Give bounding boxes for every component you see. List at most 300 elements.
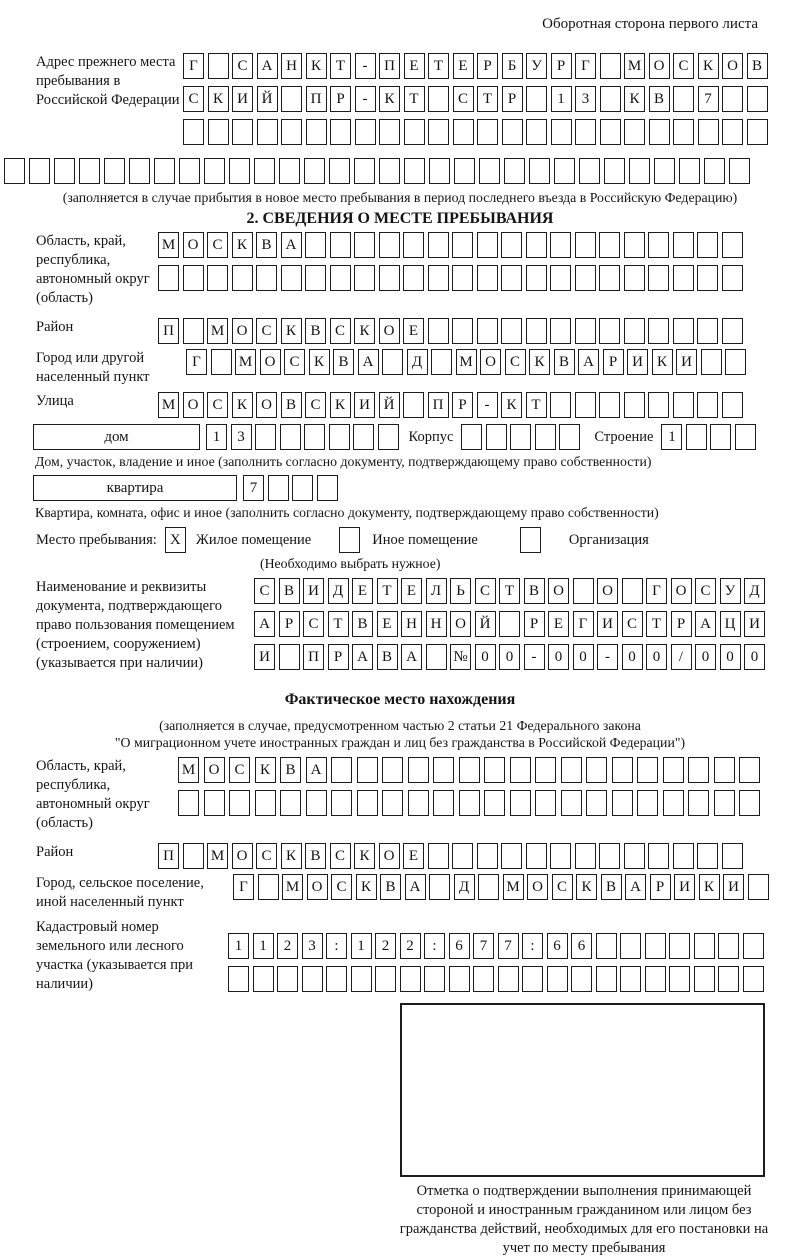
char-cell — [158, 265, 179, 291]
char-cell — [379, 232, 400, 258]
char-cell: - — [355, 53, 376, 79]
char-cell — [599, 843, 620, 869]
char-grid — [233, 874, 769, 900]
char-cell: М — [158, 392, 179, 418]
char-cell — [596, 933, 617, 959]
document-grids — [254, 578, 765, 677]
char-cell: Р — [330, 86, 351, 112]
char-cell: 1 — [253, 933, 274, 959]
option-other-premises-label: Иное помещение — [372, 532, 478, 548]
char-cell — [624, 232, 645, 258]
checkbox-other-premises — [339, 527, 360, 553]
char-cell: А — [578, 349, 599, 375]
char-cell — [673, 86, 694, 112]
char-cell — [211, 349, 232, 375]
char-cell: Д — [454, 874, 475, 900]
field-district — [36, 318, 800, 344]
char-cell — [526, 843, 547, 869]
char-cell: 2 — [375, 933, 396, 959]
char-cell — [535, 424, 556, 450]
char-cell — [379, 265, 400, 291]
char-cell — [526, 265, 547, 291]
char-cell — [629, 158, 650, 184]
char-cell — [722, 318, 743, 344]
char-cell — [624, 392, 645, 418]
char-cell — [648, 392, 669, 418]
char-cell — [624, 265, 645, 291]
char-grid — [228, 966, 764, 992]
char-cell — [477, 119, 498, 145]
char-cell: В — [649, 86, 670, 112]
char-cell — [575, 232, 596, 258]
char-grid — [461, 424, 580, 450]
char-cell — [575, 392, 596, 418]
char-cell: 3 — [302, 933, 323, 959]
char-cell: Г — [575, 53, 596, 79]
char-cell: Е — [404, 53, 425, 79]
char-cell: С — [330, 318, 351, 344]
char-grid — [228, 933, 764, 959]
char-cell: О — [232, 843, 253, 869]
char-grid — [4, 158, 800, 184]
char-cell: К — [699, 874, 720, 900]
char-cell: Т — [377, 578, 398, 604]
char-cell — [739, 757, 760, 783]
house-box-label: дом — [33, 424, 200, 450]
char-cell — [510, 790, 531, 816]
char-cell — [404, 119, 425, 145]
char-cell — [599, 265, 620, 291]
char-cell: О — [307, 874, 328, 900]
char-cell: П — [303, 644, 324, 670]
char-cell — [330, 119, 351, 145]
char-cell: О — [480, 349, 501, 375]
char-cell — [431, 349, 452, 375]
checkbox-organization — [520, 527, 541, 553]
char-cell: С — [256, 843, 277, 869]
char-cell: А — [405, 874, 426, 900]
char-cell: И — [744, 611, 765, 637]
char-cell — [258, 874, 279, 900]
char-cell: С — [207, 232, 228, 258]
char-cell — [281, 119, 302, 145]
actual-location-title: Фактическое место нахождения — [284, 691, 516, 708]
char-cell: С — [232, 53, 253, 79]
char-cell — [129, 158, 150, 184]
char-cell — [722, 119, 743, 145]
char-cell — [697, 843, 718, 869]
char-cell: Ц — [720, 611, 741, 637]
char-cell: Е — [377, 611, 398, 637]
char-cell: Н — [281, 53, 302, 79]
char-cell: 0 — [622, 644, 643, 670]
char-cell — [575, 318, 596, 344]
char-cell: 6 — [449, 933, 470, 959]
char-cell: П — [379, 53, 400, 79]
char-cell: П — [158, 318, 179, 344]
field-region — [36, 232, 800, 308]
char-cell — [596, 966, 617, 992]
char-cell — [694, 966, 715, 992]
char-cell: У — [720, 578, 741, 604]
char-cell: С — [284, 349, 305, 375]
prev-address-label: Адрес прежнего места пребывания в Российской Федерации — [36, 54, 180, 108]
char-cell — [698, 119, 719, 145]
char-cell: Г — [646, 578, 667, 604]
char-cell — [547, 966, 568, 992]
stay-type-note: (Необходимо выбрать нужное) — [260, 556, 441, 571]
char-cell — [624, 119, 645, 145]
char-cell: Е — [453, 53, 474, 79]
apartment-note: Квартира, комната, офис и иное (заполнить согласно документу, подтверждающему право собственности) — [35, 505, 659, 520]
char-cell — [559, 424, 580, 450]
char-cell: М — [207, 843, 228, 869]
char-cell: И — [254, 644, 275, 670]
char-cell — [208, 53, 229, 79]
char-cell — [550, 392, 571, 418]
char-cell — [535, 790, 556, 816]
char-cell — [329, 424, 350, 450]
char-cell: Й — [379, 392, 400, 418]
char-cell: 0 — [573, 644, 594, 670]
char-cell — [428, 843, 449, 869]
char-cell: - — [355, 86, 376, 112]
char-cell — [697, 392, 718, 418]
char-cell: Е — [352, 578, 373, 604]
char-cell: И — [597, 611, 618, 637]
char-cell — [400, 966, 421, 992]
char-cell — [473, 966, 494, 992]
stay-type-label: Место пребывания: — [36, 532, 157, 548]
char-cell: : — [326, 933, 347, 959]
char-cell — [305, 232, 326, 258]
char-cell — [501, 318, 522, 344]
char-cell — [573, 578, 594, 604]
char-cell — [428, 119, 449, 145]
char-cell: 3 — [231, 424, 252, 450]
char-cell: Й — [257, 86, 278, 112]
char-cell: / — [671, 644, 692, 670]
char-grid — [183, 119, 768, 145]
stamp-caption: Отметка о подтверждении выполнения принимающей стороной и иностранным гражданином или лицом без гражданства действий, необходимых для его постановки на учет по месту пребывания — [399, 1183, 769, 1256]
char-cell: О — [232, 318, 253, 344]
char-cell: В — [352, 611, 373, 637]
char-cell — [722, 843, 743, 869]
char-cell: К — [356, 874, 377, 900]
char-cell: 7 — [498, 933, 519, 959]
char-cell: В — [380, 874, 401, 900]
char-cell — [599, 318, 620, 344]
char-cell: О — [597, 578, 618, 604]
char-cell: О — [256, 392, 277, 418]
char-cell: К — [624, 86, 645, 112]
char-cell — [718, 966, 739, 992]
char-cell — [403, 265, 424, 291]
char-cell: Р — [328, 644, 349, 670]
char-cell — [725, 349, 746, 375]
char-cell: О — [204, 757, 225, 783]
char-cell: Н — [401, 611, 422, 637]
char-cell: Т — [526, 392, 547, 418]
char-cell — [178, 790, 199, 816]
char-cell — [624, 318, 645, 344]
char-cell: А — [254, 611, 275, 637]
char-cell — [637, 757, 658, 783]
char-cell: С — [303, 611, 324, 637]
char-cell — [331, 757, 352, 783]
char-cell — [255, 424, 276, 450]
corner-note: Оборотная сторона первого листа — [542, 16, 758, 32]
char-cell — [428, 86, 449, 112]
char-cell — [453, 119, 474, 145]
char-cell — [575, 843, 596, 869]
char-cell: К — [379, 86, 400, 112]
char-cell: М — [456, 349, 477, 375]
char-cell — [379, 158, 400, 184]
char-cell: 0 — [548, 644, 569, 670]
char-cell — [748, 874, 769, 900]
char-cell: В — [281, 392, 302, 418]
char-cell — [718, 933, 739, 959]
char-cell — [331, 790, 352, 816]
char-grid — [158, 843, 743, 869]
char-cell: О — [527, 874, 548, 900]
char-cell — [375, 966, 396, 992]
char-cell — [305, 265, 326, 291]
char-cell — [697, 232, 718, 258]
char-cell — [256, 265, 277, 291]
char-cell: Д — [328, 578, 349, 604]
char-cell — [645, 966, 666, 992]
char-cell: 1 — [551, 86, 572, 112]
street-label: Улица — [36, 393, 74, 409]
char-cell — [302, 966, 323, 992]
char-cell: О — [671, 578, 692, 604]
option-organization-label: Организация — [568, 532, 649, 548]
char-cell — [207, 265, 228, 291]
char-cell — [459, 790, 480, 816]
char-cell — [551, 119, 572, 145]
char-cell: 7 — [698, 86, 719, 112]
char-cell: С — [453, 86, 474, 112]
char-cell — [477, 265, 498, 291]
char-cell — [599, 232, 620, 258]
house-note: Дом, участок, владение и иное (заполнить согласно документу, подтверждающему право собственности) — [35, 454, 652, 469]
char-cell — [461, 424, 482, 450]
char-cell — [204, 790, 225, 816]
char-cell: В — [280, 757, 301, 783]
char-cell: У — [526, 53, 547, 79]
char-cell — [529, 158, 550, 184]
char-cell — [649, 119, 670, 145]
char-cell — [722, 392, 743, 418]
char-cell — [29, 158, 50, 184]
char-cell — [673, 265, 694, 291]
char-cell — [232, 119, 253, 145]
char-cell: № — [450, 644, 471, 670]
char-cell — [280, 790, 301, 816]
char-cell — [306, 119, 327, 145]
region-grids — [158, 232, 743, 298]
char-cell — [526, 86, 547, 112]
char-cell — [479, 158, 500, 184]
char-cell: : — [522, 933, 543, 959]
char-cell — [673, 392, 694, 418]
char-cell: Р — [650, 874, 671, 900]
char-cell — [747, 86, 768, 112]
char-cell: В — [601, 874, 622, 900]
char-cell — [526, 318, 547, 344]
char-cell — [735, 424, 756, 450]
char-cell — [526, 119, 547, 145]
checkbox-residential: X — [165, 527, 186, 553]
char-cell — [254, 158, 275, 184]
char-cell — [510, 424, 531, 450]
char-cell: Б — [502, 53, 523, 79]
char-cell: Г — [183, 53, 204, 79]
char-grid — [183, 86, 768, 112]
char-cell — [452, 843, 473, 869]
char-cell: Й — [475, 611, 496, 637]
char-cell — [281, 86, 302, 112]
char-cell — [586, 757, 607, 783]
char-cell: К — [232, 392, 253, 418]
char-cell — [620, 933, 641, 959]
char-cell — [686, 424, 707, 450]
char-cell — [403, 232, 424, 258]
char-cell — [714, 757, 735, 783]
prev-address-grids — [183, 53, 768, 152]
char-cell — [353, 424, 374, 450]
char-cell — [622, 578, 643, 604]
field-cadastral — [36, 918, 800, 999]
char-cell — [478, 874, 499, 900]
char-cell — [669, 933, 690, 959]
char-cell: В — [524, 578, 545, 604]
char-cell — [183, 318, 204, 344]
char-cell — [688, 757, 709, 783]
char-grid — [183, 53, 768, 79]
char-cell — [404, 158, 425, 184]
char-cell: К — [698, 53, 719, 79]
char-cell — [535, 757, 556, 783]
char-cell — [208, 119, 229, 145]
char-cell: Ь — [450, 578, 471, 604]
char-cell: О — [183, 392, 204, 418]
stroenie-label: Строение — [594, 429, 654, 445]
char-cell — [477, 232, 498, 258]
char-cell: - — [597, 644, 618, 670]
char-cell — [281, 265, 302, 291]
city-2-label: Город, сельское поселение, иной населенный пункт — [36, 875, 204, 910]
char-grid — [178, 757, 760, 783]
char-cell: С — [475, 578, 496, 604]
char-cell — [304, 158, 325, 184]
char-cell — [484, 757, 505, 783]
char-grid — [158, 232, 743, 258]
char-cell: А — [358, 349, 379, 375]
char-cell: В — [279, 578, 300, 604]
char-cell: К — [501, 392, 522, 418]
char-cell — [550, 843, 571, 869]
char-cell: Р — [502, 86, 523, 112]
char-cell — [648, 318, 669, 344]
char-cell — [179, 158, 200, 184]
char-cell: 6 — [571, 933, 592, 959]
char-cell: К — [281, 843, 302, 869]
char-cell: С — [305, 392, 326, 418]
field-city-2 — [36, 874, 800, 912]
region-2-label: Область, край, республика, автономный округ (область) — [36, 758, 150, 831]
char-cell: И — [232, 86, 253, 112]
char-cell — [429, 158, 450, 184]
char-cell — [499, 611, 520, 637]
char-cell — [688, 790, 709, 816]
char-cell: М — [503, 874, 524, 900]
char-cell — [183, 843, 204, 869]
char-cell — [424, 966, 445, 992]
char-cell — [317, 475, 338, 501]
city-label: Город или другой населенный пункт — [36, 350, 150, 385]
char-cell: Г — [573, 611, 594, 637]
char-cell: К — [529, 349, 550, 375]
char-cell: : — [424, 933, 445, 959]
char-cell — [428, 265, 449, 291]
char-cell — [477, 318, 498, 344]
char-cell — [257, 119, 278, 145]
char-cell — [526, 232, 547, 258]
char-cell — [452, 232, 473, 258]
char-cell — [355, 119, 376, 145]
char-cell: О — [183, 232, 204, 258]
char-cell — [604, 158, 625, 184]
char-cell — [510, 757, 531, 783]
char-cell — [694, 933, 715, 959]
char-cell — [586, 790, 607, 816]
char-cell: Т — [646, 611, 667, 637]
char-cell — [292, 475, 313, 501]
char-cell — [452, 265, 473, 291]
char-cell — [554, 158, 575, 184]
char-cell: О — [379, 843, 400, 869]
char-cell — [253, 966, 274, 992]
char-cell: Р — [477, 53, 498, 79]
char-cell — [654, 158, 675, 184]
char-cell — [729, 158, 750, 184]
char-cell — [561, 790, 582, 816]
char-cell — [382, 790, 403, 816]
char-cell: О — [649, 53, 670, 79]
char-cell — [403, 392, 424, 418]
char-cell — [426, 644, 447, 670]
char-cell: 0 — [695, 644, 716, 670]
char-cell: Е — [401, 578, 422, 604]
char-cell — [229, 790, 250, 816]
char-cell: М — [178, 757, 199, 783]
char-cell: И — [354, 392, 375, 418]
char-cell: К — [309, 349, 330, 375]
char-cell: Т — [428, 53, 449, 79]
char-cell — [701, 349, 722, 375]
char-cell — [428, 232, 449, 258]
char-cell: - — [524, 644, 545, 670]
char-cell: К — [281, 318, 302, 344]
char-cell — [673, 318, 694, 344]
char-cell — [154, 158, 175, 184]
char-cell — [600, 119, 621, 145]
char-cell — [704, 158, 725, 184]
char-cell: А — [257, 53, 278, 79]
